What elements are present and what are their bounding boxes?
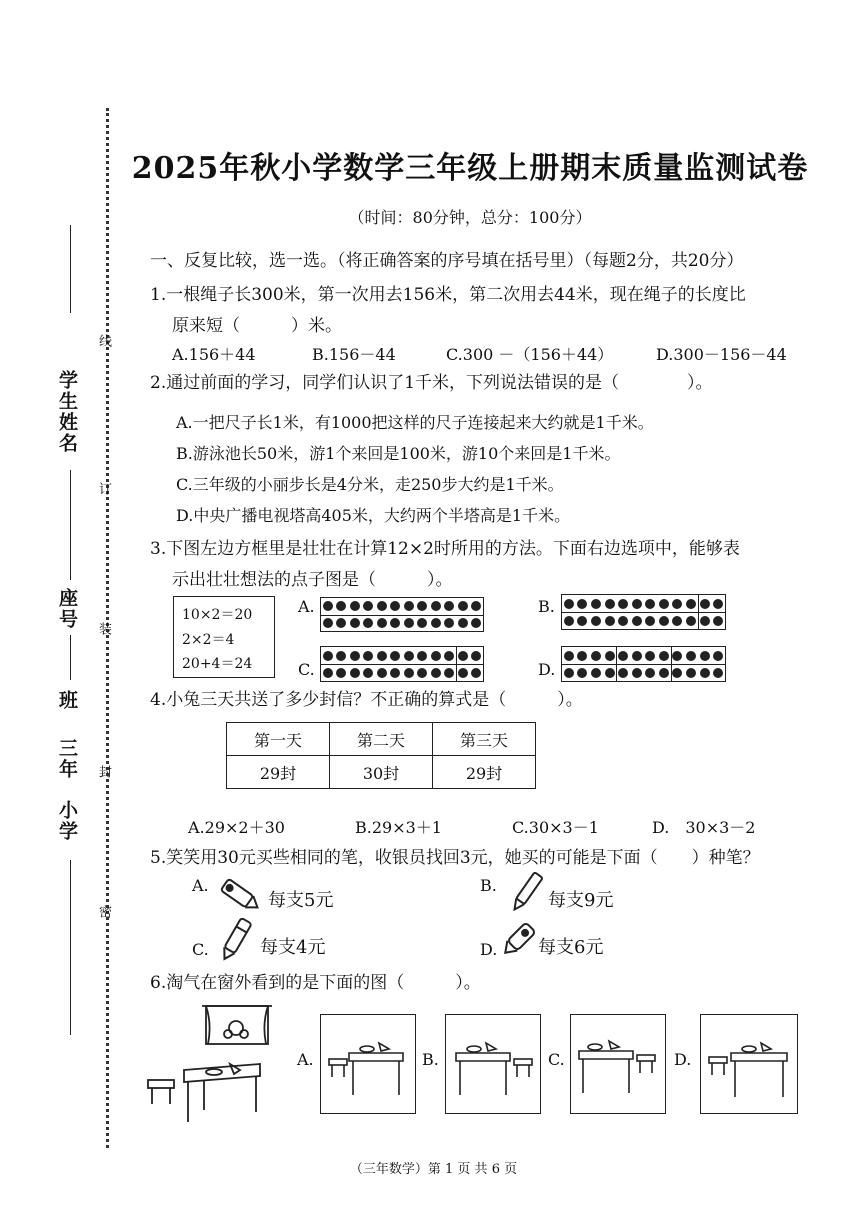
dot [444,618,454,628]
dot [591,616,601,626]
dot [471,651,481,661]
student-name-label: 学生姓名 [56,370,78,454]
q2-option-d: D.中央广播电视塔高405米，大约两个半塔高是1千米。 [176,506,571,525]
method-line-2: 2×2＝4 [182,632,235,648]
dot [417,601,427,611]
dot [700,668,710,678]
table-header-cell: 第三天 [433,723,536,756]
q5-label-c: C. [192,940,209,959]
dot [591,651,601,661]
dot [632,668,642,678]
q1-line2: 原来短（ ）米。 [172,316,342,336]
binding-mark-zhuang: 装 [96,622,111,635]
q3-label-a: A. [298,597,315,616]
q3-line1: 3.下图左边方框里是壮壮在计算12×2时所用的方法。下面右边选项中，能够表 [150,539,740,559]
dot [700,599,710,609]
method-line-1: 10×2＝20 [182,607,253,623]
table-header-cell: 第一天 [227,723,330,756]
q1-option-a: A.156＋44 [172,345,256,364]
dot [377,668,387,678]
dot [564,651,574,661]
dot-row-divider [321,615,483,616]
binding-mark-ding: 订 [96,482,111,495]
table-cell: 29封 [433,756,536,789]
q6-label-c: C. [548,1050,565,1069]
dot [659,651,669,661]
dot-row-divider [321,664,483,665]
seat-blank-line [70,470,71,580]
q2-option-a: A.一把尺子长1米，有1000把这样的尺子连接起来大约就是1千米。 [176,413,654,432]
q5-price-b: 每支9元 [548,890,614,911]
dot-group-separator [616,647,617,681]
dot-figure-b [561,594,726,630]
table-cell: 30封 [330,756,433,789]
letters-table [226,722,536,789]
method-box [173,596,275,678]
q1-line1: 1.一根绳子长300米，第一次用去156米，第二次用去44米，现在绳子的长度比 [150,285,746,305]
dot [444,651,454,661]
dot [377,601,387,611]
dot [417,668,427,678]
dot-group-separator [698,595,699,629]
binding-mark-mi: 密 [96,905,111,918]
dot [350,618,360,628]
dot [632,616,642,626]
table-header-row [227,723,536,756]
dot [618,599,628,609]
dot [645,616,655,626]
dot [350,651,360,661]
dot [404,601,414,611]
q5-line1: 5.笑笑用30元买些相同的笔，收银员找回3元，她买的可能是下面（ ）种笔？ [150,848,760,868]
dot-row-divider [562,664,725,665]
binding-mark-xian: 线 [96,334,111,347]
dot [713,668,723,678]
dot [645,651,655,661]
q5-label-a: A. [192,876,209,895]
dot [713,599,723,609]
dot [605,651,615,661]
q2-option-c: C.三年级的小丽步长是4分米，走250步大约是1千米。 [176,475,564,494]
method-line-3: 20+4＝24 [182,656,253,672]
q1-option-b: B.156－44 [312,345,396,364]
q3-line2: 示出壮壮想法的点子图是（ ）。 [172,570,453,590]
dot [577,668,587,678]
q5-price-a: 每支5元 [268,890,334,911]
name-blank-line [70,225,71,313]
school-blank-line [70,860,71,1035]
q5-label-b: B. [480,876,497,895]
school-label: 小学 [56,800,78,842]
dot [672,668,682,678]
q6-line1: 6.淘气在窗外看到的是下面的图（ ）。 [150,973,481,993]
dot [458,618,468,628]
dot [417,651,427,661]
page-subtitle: （时间：80分钟，总分：100分） [348,208,592,227]
dot [404,618,414,628]
dot [713,616,723,626]
q4-option-d: D. 30×3－2 [652,818,756,837]
dot [336,618,346,628]
dot [323,618,333,628]
q4-option-b: B.29×3＋1 [355,818,442,837]
dot [363,651,373,661]
dot [672,651,682,661]
q4-option-c: C.30×3－1 [512,818,599,837]
dot [458,668,468,678]
dot [431,651,441,661]
dot [700,616,710,626]
dot [417,618,427,628]
pen-icon-c [216,914,256,964]
dot [458,651,468,661]
dot [336,651,346,661]
dot [645,668,655,678]
dot [431,601,441,611]
dot [686,668,696,678]
dot [577,651,587,661]
q2-option-b: B.游泳池长50米，游1个来回是100米，游10个来回是1千米。 [176,444,621,463]
dot [591,668,601,678]
q6-label-a: A. [297,1050,314,1069]
section-heading: 一、反复比较，选一选。（将正确答案的序号填在括号里）（每题2分，共20分） [150,251,744,271]
q4-option-a: A.29×2＋30 [188,818,285,837]
dot-figure-c [320,646,484,682]
dot [713,651,723,661]
q3-label-c: C. [298,660,315,679]
dot [618,616,628,626]
q3-label-b: B. [538,597,555,616]
dot-figure-d [561,646,726,682]
dot [404,651,414,661]
dot [431,618,441,628]
dot [672,616,682,626]
dot [564,599,574,609]
dot [323,651,333,661]
dot [390,668,400,678]
dot [564,668,574,678]
dot [323,668,333,678]
q6-label-b: B. [422,1050,439,1069]
window-scene-illustration [144,1000,274,1128]
dot [431,668,441,678]
q6-label-d: D. [674,1050,692,1069]
dot [471,668,481,678]
q1-option-d: D.300－156－44 [656,345,787,364]
pen-icon-b [508,868,548,916]
dot [686,616,696,626]
q5-price-d: 每支6元 [538,937,604,958]
dot [336,601,346,611]
q4-line1: 4.小兔三天共送了多少封信？不正确的算式是（ ）。 [150,690,583,710]
binding-mark-feng: 封 [96,765,111,778]
dot [577,599,587,609]
dot [323,601,333,611]
dot-row-divider [562,612,725,613]
dot [471,601,481,611]
dot [471,618,481,628]
class-blank-line [70,635,71,680]
view-picture-c [570,1014,666,1114]
q5-price-c: 每支4元 [260,937,326,958]
dot [605,599,615,609]
table-header-cell: 第二天 [330,723,433,756]
dot-group-separator [456,647,457,681]
dot [618,668,628,678]
pen-icon-d [498,918,538,962]
dot [350,668,360,678]
dot [618,651,628,661]
dot [458,601,468,611]
q1-option-c: C.300 －（156＋44） [446,345,614,364]
view-picture-a [320,1014,416,1114]
dot [605,668,615,678]
dot-group-separator [671,647,672,681]
dot [686,651,696,661]
q2-line1: 2.通过前面的学习，同学们认识了1千米，下列说法错误的是（ ）。 [150,373,713,393]
dot [363,668,373,678]
dot-figure-a [320,597,484,632]
dot [700,651,710,661]
class-label: 班 [56,690,78,711]
dot [444,668,454,678]
dot [363,618,373,628]
dot [659,616,669,626]
q5-label-d: D. [480,940,498,959]
dot [404,668,414,678]
dot [659,599,669,609]
dot [377,618,387,628]
dot [591,599,601,609]
table-row [227,756,536,789]
dot [686,599,696,609]
dot [632,651,642,661]
page-footer: （三年数学）第 1 页 共 6 页 [349,1162,518,1177]
q3-label-d: D. [538,660,556,679]
dot [577,616,587,626]
dot [363,601,373,611]
dot [377,651,387,661]
dot [659,668,669,678]
page-title: 2025年秋小学数学三年级上册期末质量监测试卷 [131,151,809,186]
dot [390,651,400,661]
dot [390,601,400,611]
pen-icon-a [216,870,264,918]
grade-label: 三年 [56,738,78,780]
dot [645,599,655,609]
seat-number-label: 座号 [56,588,78,630]
view-picture-d [700,1014,798,1114]
dot [605,616,615,626]
dot [672,599,682,609]
dot [632,599,642,609]
dot [390,618,400,628]
dot [350,601,360,611]
dot [336,668,346,678]
table-cell: 29封 [227,756,330,789]
view-picture-b [445,1014,541,1114]
dot [444,601,454,611]
dot [564,616,574,626]
